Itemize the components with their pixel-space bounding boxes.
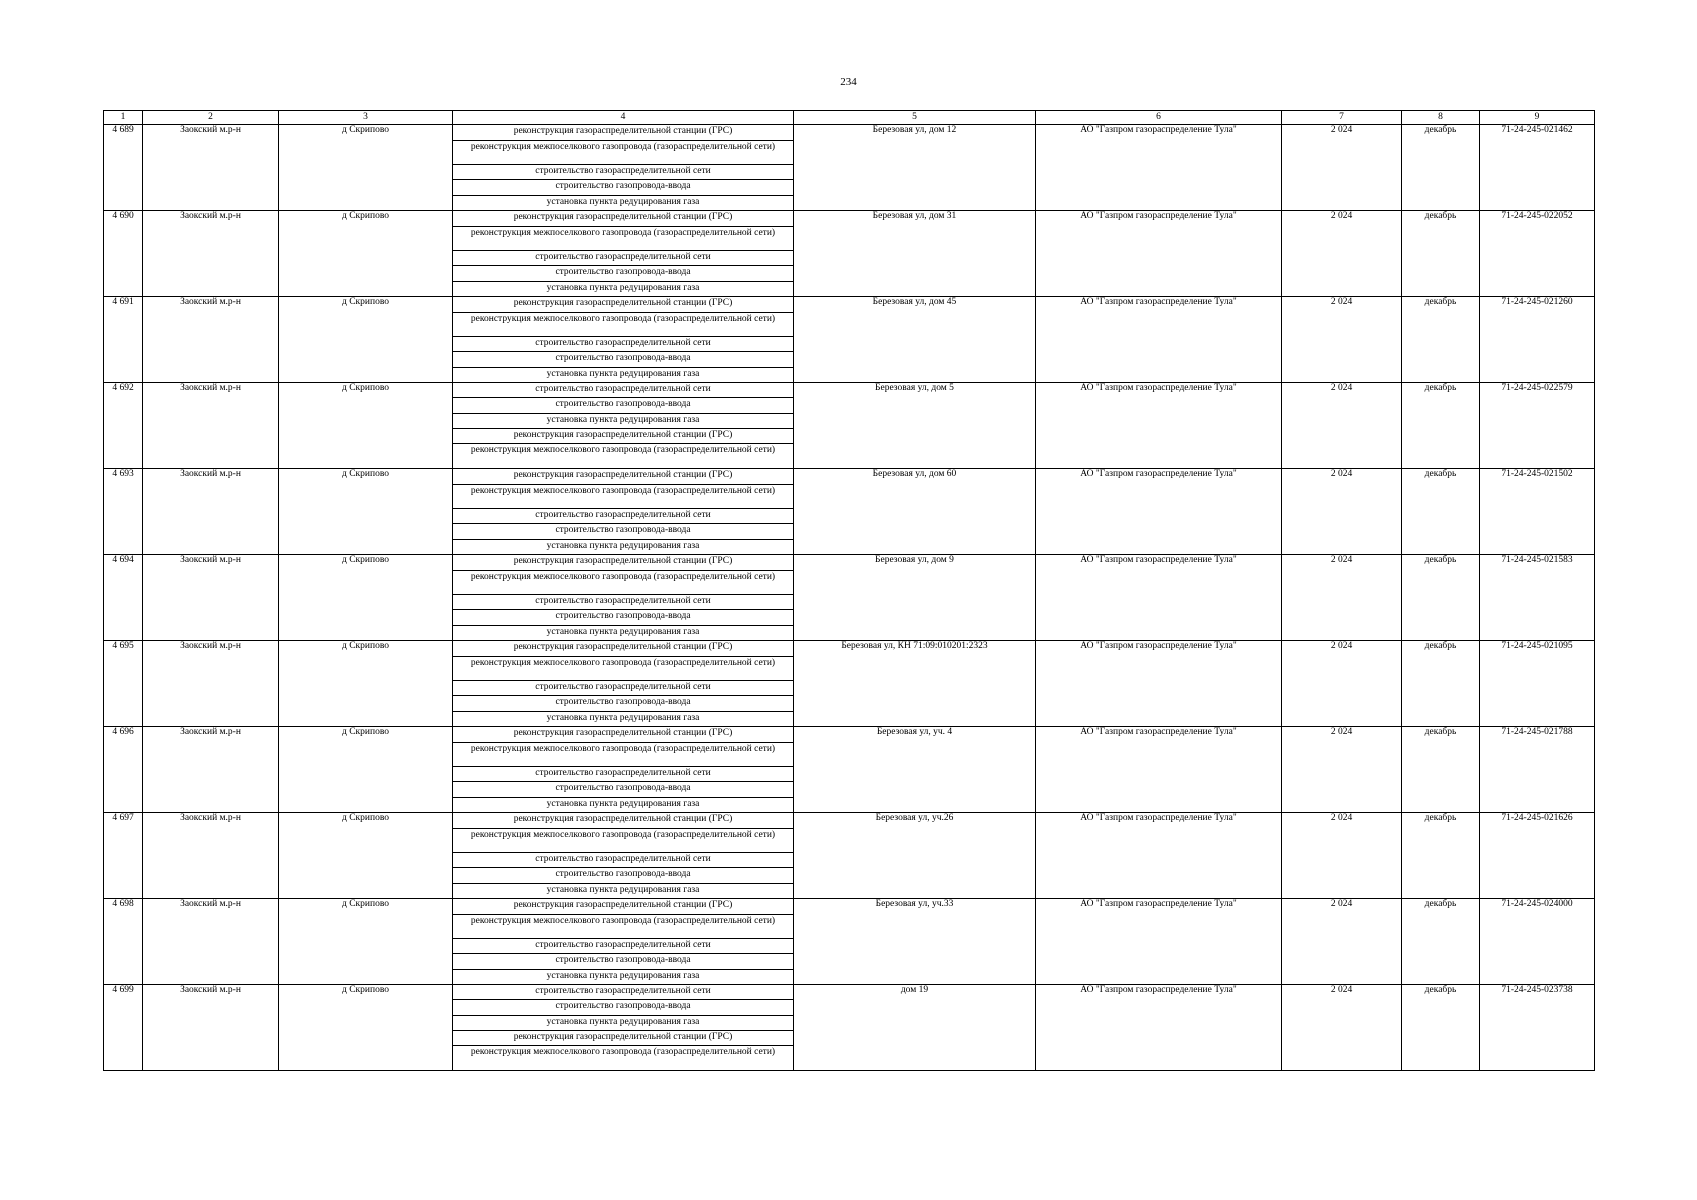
address-cell: Березовая ул, дом 31	[794, 211, 1036, 297]
month-cell: декабрь	[1402, 727, 1480, 813]
work-item: реконструкция межпоселкового газопровода (газораспределительной сети)	[453, 571, 793, 595]
table-row	[104, 297, 1595, 383]
work-item: установка пункта редуцирования газа	[546, 196, 700, 207]
column-header: 5	[794, 111, 1036, 125]
code-cell: 71-24-245-021502	[1480, 469, 1595, 555]
work-item: строительство газораспределительной сети	[453, 853, 793, 869]
table-row	[104, 985, 1595, 1071]
address-cell: Березовая ул, дом 45	[794, 297, 1036, 383]
organization-cell: АО "Газпром газораспределение Тула"	[1036, 727, 1282, 813]
year-cell: 2 024	[1282, 641, 1402, 727]
year-cell: 2 024	[1282, 469, 1402, 555]
address-cell: Березовая ул, уч.26	[794, 813, 1036, 899]
organization-cell: АО "Газпром газораспределение Тула"	[1036, 297, 1282, 383]
work-item: установка пункта редуцирования газа	[546, 282, 700, 293]
works-list	[453, 555, 793, 640]
work-item: реконструкция газораспределительной станции (ГРС)	[453, 813, 793, 829]
work-item: строительство газопровода-ввода	[453, 868, 793, 884]
work-item: строительство газораспределительной сети	[453, 337, 793, 353]
works-list	[453, 899, 793, 984]
table-body	[104, 125, 1595, 1071]
works-cell	[453, 211, 794, 297]
district-cell: Заокский м.р-н	[143, 813, 279, 899]
work-item: установка пункта редуцирования газа	[546, 626, 700, 637]
work-item: строительство газораспределительной сети	[453, 165, 793, 181]
locality-cell: д Скрипово	[279, 899, 453, 985]
code-cell: 71-24-245-022579	[1480, 383, 1595, 469]
district-cell: Заокский м.р-н	[143, 297, 279, 383]
column-header: 3	[279, 111, 453, 125]
work-item: реконструкция газораспределительной станции (ГРС)	[453, 125, 793, 141]
locality-cell: д Скрипово	[279, 555, 453, 641]
row-number: 4 696	[104, 727, 143, 813]
work-item: строительство газораспределительной сети	[453, 509, 793, 525]
work-item: реконструкция межпоселкового газопровода (газораспределительной сети)	[470, 1047, 776, 1057]
year-cell: 2 024	[1282, 813, 1402, 899]
column-header: 2	[143, 111, 279, 125]
work-item: строительство газораспределительной сети	[453, 251, 793, 267]
code-cell: 71-24-245-024000	[1480, 899, 1595, 985]
column-header: 1	[104, 111, 143, 125]
organization-cell: АО "Газпром газораспределение Тула"	[1036, 469, 1282, 555]
work-item: строительство газопровода-ввода	[453, 180, 793, 196]
table-row	[104, 899, 1595, 985]
month-cell: декабрь	[1402, 813, 1480, 899]
locality-cell: д Скрипово	[279, 727, 453, 813]
work-item: реконструкция межпоселкового газопровода (газораспределительной сети)	[453, 657, 793, 681]
code-cell: 71-24-245-023738	[1480, 985, 1595, 1071]
table-row	[104, 383, 1595, 469]
work-item: реконструкция межпоселкового газопровода (газораспределительной сети)	[453, 829, 793, 853]
row-number: 4 693	[104, 469, 143, 555]
row-number: 4 698	[104, 899, 143, 985]
address-cell: Березовая ул, уч. 4	[794, 727, 1036, 813]
month-cell: декабрь	[1402, 469, 1480, 555]
row-number: 4 690	[104, 211, 143, 297]
month-cell: декабрь	[1402, 297, 1480, 383]
district-cell: Заокский м.р-н	[143, 469, 279, 555]
register-table	[103, 110, 1595, 1071]
month-cell: декабрь	[1402, 125, 1480, 211]
year-cell: 2 024	[1282, 555, 1402, 641]
work-item: реконструкция газораспределительной станции (ГРС)	[453, 211, 793, 227]
work-item: строительство газопровода-ввода	[453, 352, 793, 368]
works-list	[453, 297, 793, 382]
works-list	[453, 125, 793, 210]
row-number: 4 689	[104, 125, 143, 211]
address-cell: Березовая ул, дом 9	[794, 555, 1036, 641]
work-item: строительство газопровода-ввода	[453, 696, 793, 712]
year-cell: 2 024	[1282, 383, 1402, 469]
month-cell: декабрь	[1402, 641, 1480, 727]
district-cell: Заокский м.р-н	[143, 383, 279, 469]
year-cell: 2 024	[1282, 297, 1402, 383]
district-cell: Заокский м.р-н	[143, 555, 279, 641]
work-item: установка пункта редуцирования газа	[546, 540, 700, 551]
works-list	[453, 383, 793, 468]
work-item: строительство газопровода-ввода	[453, 1000, 793, 1015]
month-cell: декабрь	[1402, 899, 1480, 985]
column-header: 6	[1036, 111, 1282, 125]
code-cell: 71-24-245-021583	[1480, 555, 1595, 641]
organization-cell: АО "Газпром газораспределение Тула"	[1036, 555, 1282, 641]
work-item: реконструкция межпоселкового газопровода (газораспределительной сети)	[453, 743, 793, 767]
work-item: строительство газопровода-ввода	[453, 524, 793, 540]
work-item: строительство газопровода-ввода	[453, 782, 793, 798]
works-cell	[453, 899, 794, 985]
district-cell: Заокский м.р-н	[143, 727, 279, 813]
district-cell: Заокский м.р-н	[143, 641, 279, 727]
work-item: реконструкция газораспределительной станции (ГРС)	[453, 899, 793, 915]
row-number: 4 699	[104, 985, 143, 1071]
row-number: 4 692	[104, 383, 143, 469]
organization-cell: АО "Газпром газораспределение Тула"	[1036, 813, 1282, 899]
address-cell: Березовая ул, дом 5	[794, 383, 1036, 469]
table-row	[104, 555, 1595, 641]
organization-cell: АО "Газпром газораспределение Тула"	[1036, 641, 1282, 727]
year-cell: 2 024	[1282, 985, 1402, 1071]
page-number: 234	[840, 76, 857, 88]
organization-cell: АО "Газпром газораспределение Тула"	[1036, 899, 1282, 985]
work-item: реконструкция межпоселкового газопровода (газораспределительной сети)	[453, 141, 793, 165]
code-cell: 71-24-245-021462	[1480, 125, 1595, 211]
row-number: 4 694	[104, 555, 143, 641]
address-cell: дом 19	[794, 985, 1036, 1071]
year-cell: 2 024	[1282, 211, 1402, 297]
code-cell: 71-24-245-021788	[1480, 727, 1595, 813]
works-list	[453, 469, 793, 554]
address-cell: Березовая ул, дом 12	[794, 125, 1036, 211]
work-item: установка пункта редуцирования газа	[453, 414, 793, 429]
works-list	[453, 727, 793, 812]
work-item: реконструкция газораспределительной станции (ГРС)	[453, 555, 793, 571]
work-item: реконструкция межпоселкового газопровода (газораспределительной сети)	[453, 227, 793, 251]
district-cell: Заокский м.р-н	[143, 899, 279, 985]
district-cell: Заокский м.р-н	[143, 125, 279, 211]
works-cell	[453, 727, 794, 813]
column-header: 9	[1480, 111, 1595, 125]
work-item: установка пункта редуцирования газа	[546, 368, 700, 379]
month-cell: декабрь	[1402, 211, 1480, 297]
locality-cell: д Скрипово	[279, 125, 453, 211]
table-row	[104, 211, 1595, 297]
month-cell: декабрь	[1402, 555, 1480, 641]
work-item: строительство газораспределительной сети	[453, 767, 793, 783]
locality-cell: д Скрипово	[279, 469, 453, 555]
row-number: 4 697	[104, 813, 143, 899]
works-cell	[453, 985, 794, 1071]
work-item: строительство газопровода-ввода	[453, 398, 793, 413]
works-cell	[453, 125, 794, 211]
district-cell: Заокский м.р-н	[143, 211, 279, 297]
works-cell	[453, 469, 794, 555]
locality-cell: д Скрипово	[279, 985, 453, 1071]
organization-cell: АО "Газпром газораспределение Тула"	[1036, 985, 1282, 1071]
organization-cell: АО "Газпром газораспределение Тула"	[1036, 125, 1282, 211]
column-header: 7	[1282, 111, 1402, 125]
column-header: 8	[1402, 111, 1480, 125]
work-item: установка пункта редуцирования газа	[546, 798, 700, 809]
work-item: строительство газораспределительной сети	[453, 939, 793, 955]
works-cell	[453, 383, 794, 469]
work-item: реконструкция межпоселкового газопровода (газораспределительной сети)	[453, 915, 793, 939]
year-cell: 2 024	[1282, 125, 1402, 211]
table-row	[104, 813, 1595, 899]
locality-cell: д Скрипово	[279, 211, 453, 297]
works-list	[453, 211, 793, 296]
code-cell: 71-24-245-022052	[1480, 211, 1595, 297]
locality-cell: д Скрипово	[279, 813, 453, 899]
table-row	[104, 469, 1595, 555]
work-item: реконструкция газораспределительной станции (ГРС)	[453, 727, 793, 743]
column-number-row	[104, 111, 1595, 125]
work-item: установка пункта редуцирования газа	[546, 884, 700, 895]
table-row	[104, 125, 1595, 211]
month-cell: декабрь	[1402, 383, 1480, 469]
row-number: 4 691	[104, 297, 143, 383]
work-item: установка пункта редуцирования газа	[453, 1016, 793, 1031]
code-cell: 71-24-245-021095	[1480, 641, 1595, 727]
work-item: строительство газораспределительной сети	[453, 985, 793, 1000]
work-item: реконструкция газораспределительной станции (ГРС)	[453, 641, 793, 657]
work-item: реконструкция газораспределительной станции (ГРС)	[453, 469, 793, 485]
work-item: строительство газораспределительной сети	[453, 681, 793, 697]
work-item: строительство газораспределительной сети	[453, 383, 793, 398]
works-cell	[453, 297, 794, 383]
work-item: установка пункта редуцирования газа	[546, 970, 700, 981]
month-cell: декабрь	[1402, 985, 1480, 1071]
work-item: реконструкция газораспределительной станции (ГРС)	[453, 1031, 793, 1046]
work-item: установка пункта редуцирования газа	[546, 712, 700, 723]
year-cell: 2 024	[1282, 727, 1402, 813]
work-item: реконструкция межпоселкового газопровода (газораспределительной сети)	[453, 313, 793, 337]
work-item: строительство газопровода-ввода	[453, 610, 793, 626]
works-list	[453, 641, 793, 726]
works-cell	[453, 641, 794, 727]
address-cell: Березовая ул, уч.33	[794, 899, 1036, 985]
row-number: 4 695	[104, 641, 143, 727]
table-row	[104, 641, 1595, 727]
locality-cell: д Скрипово	[279, 383, 453, 469]
code-cell: 71-24-245-021626	[1480, 813, 1595, 899]
address-cell: Березовая ул, дом 60	[794, 469, 1036, 555]
works-list	[453, 813, 793, 898]
address-cell: Березовая ул, КН 71:09:010201:2323	[794, 641, 1036, 727]
locality-cell: д Скрипово	[279, 297, 453, 383]
works-cell	[453, 813, 794, 899]
work-item: реконструкция газораспределительной станции (ГРС)	[453, 297, 793, 313]
work-item: реконструкция межпоселкового газопровода (газораспределительной сети)	[453, 485, 793, 509]
work-item: реконструкция межпоселкового газопровода (газораспределительной сети)	[470, 445, 776, 455]
organization-cell: АО "Газпром газораспределение Тула"	[1036, 383, 1282, 469]
works-cell	[453, 555, 794, 641]
work-item: строительство газопровода-ввода	[453, 954, 793, 970]
table-row	[104, 727, 1595, 813]
district-cell: Заокский м.р-н	[143, 985, 279, 1071]
work-item: строительство газораспределительной сети	[453, 595, 793, 611]
work-item: реконструкция газораспределительной станции (ГРС)	[453, 429, 793, 444]
organization-cell: АО "Газпром газораспределение Тула"	[1036, 211, 1282, 297]
column-header: 4	[453, 111, 794, 125]
code-cell: 71-24-245-021260	[1480, 297, 1595, 383]
works-list	[453, 985, 793, 1070]
locality-cell: д Скрипово	[279, 641, 453, 727]
work-item: строительство газопровода-ввода	[453, 266, 793, 282]
year-cell: 2 024	[1282, 899, 1402, 985]
